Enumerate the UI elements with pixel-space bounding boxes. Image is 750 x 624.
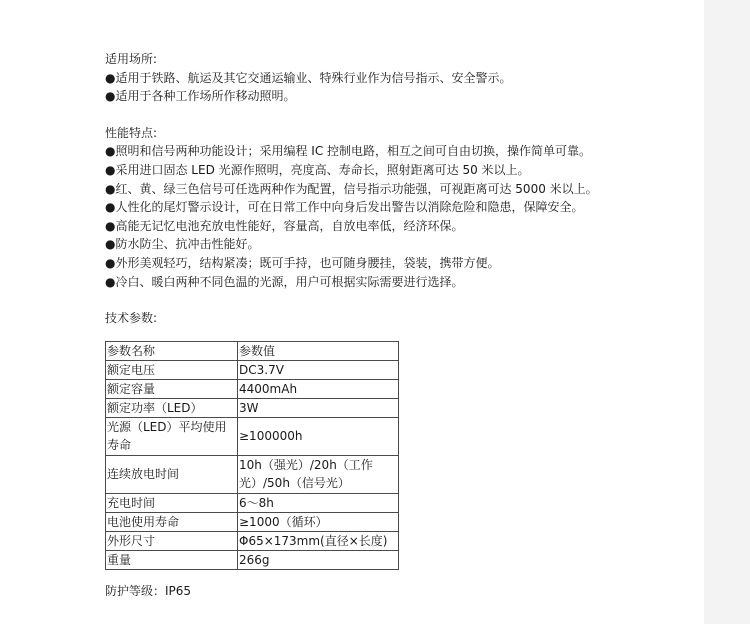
bullet-icon: ●	[105, 70, 116, 85]
list-item	[105, 254, 665, 273]
bullet-icon: ●	[105, 237, 116, 252]
protection-rating: 防护等级：IP65	[105, 583, 192, 598]
table-cell: 连续放电时间	[106, 455, 238, 493]
list-item-text: 采用进口固态 LED 光源作照明，亮度高、寿命长，照射距离可达 50 米以上。	[115, 162, 530, 177]
bullet-icon: ●	[105, 274, 116, 289]
table-header-cell: 参数值	[238, 341, 399, 360]
bullet-icon: ●	[105, 162, 116, 177]
page-side-gutter	[704, 0, 750, 624]
table-cell: 266g	[238, 550, 399, 569]
list-item	[105, 142, 665, 161]
list-item	[105, 273, 665, 292]
list-item	[105, 161, 665, 180]
table-cell: 外形尺寸	[106, 531, 238, 550]
table-cell: ≥1000（循环）	[238, 512, 399, 531]
list-item-text: 人性化的尾灯警示设计，可在日常工作中向身后发出警告以消除危险和隐患，保障安全。	[115, 200, 584, 215]
list-item-text: 高能无记忆电池充放电性能好，容量高，自放电率低，经济环保。	[115, 218, 464, 233]
table-cell: 额定容量	[106, 379, 238, 398]
bullet-icon: ●	[105, 181, 116, 196]
list-item-text: 防水防尘、抗冲击性能好。	[115, 237, 260, 252]
table-row	[106, 550, 399, 569]
table-cell: 6～8h	[238, 493, 399, 512]
table-cell: 额定功率（LED）	[106, 398, 238, 417]
list-item	[105, 69, 665, 88]
table-row	[106, 417, 399, 455]
features-heading: 性能特点:	[105, 125, 158, 140]
table-header-row	[106, 341, 399, 360]
list-item-text: 适用于各种工作场所作移动照明。	[115, 89, 296, 104]
table-cell: 3W	[238, 398, 399, 417]
list-item	[105, 180, 665, 199]
bullet-icon: ●	[105, 218, 116, 233]
bullet-icon: ●	[105, 89, 116, 104]
table-cell: 4400mAh	[238, 379, 399, 398]
product-description	[105, 50, 665, 600]
table-row	[106, 455, 399, 493]
table-row	[106, 512, 399, 531]
table-row	[106, 493, 399, 512]
bullet-icon: ●	[105, 144, 116, 159]
table-cell: Φ65×173mm(直径×长度)	[238, 531, 399, 550]
table-cell: 额定电压	[106, 360, 238, 379]
bullet-icon: ●	[105, 200, 116, 215]
table-cell: 光源（LED）平均使用寿命	[106, 417, 238, 455]
table-row	[106, 360, 399, 379]
table-cell: ≥100000h	[238, 417, 399, 455]
list-item-text: 红、黄、绿三色信号可任选两种作为配置，信号指示功能强，可视距离可达 5000 米以上。	[115, 181, 598, 196]
table-cell: 重量	[106, 550, 238, 569]
list-item-text: 外形美观轻巧，结构紧凑；既可手持，也可随身腰挂，袋装，携带方便。	[115, 255, 500, 270]
list-item-text: 冷白、暖白两种不同色温的光源，用户可根据实际需要进行选择。	[115, 274, 464, 289]
applications-heading: 适用场所:	[105, 52, 158, 66]
table-cell: 电池使用寿命	[106, 512, 238, 531]
table-cell: 充电时间	[106, 493, 238, 512]
table-cell: DC3.7V	[238, 360, 399, 379]
table-cell: 10h（强光）/20h（工作光）/50h（信号光）	[238, 455, 399, 493]
table-row	[106, 531, 399, 550]
spec-table	[105, 341, 399, 570]
table-row	[106, 379, 399, 398]
table-row	[106, 398, 399, 417]
bullet-icon: ●	[105, 255, 116, 270]
list-item	[105, 87, 665, 106]
list-item-text: 适用于铁路、航运及其它交通运输业、特殊行业作为信号指示、安全警示。	[115, 70, 512, 85]
specs-heading: 技术参数:	[105, 311, 158, 326]
table-header-cell: 参数名称	[106, 341, 238, 360]
list-item-text: 照明和信号两种功能设计；采用编程 IC 控制电路，相互之间可自由切换，操作简单可靠。	[115, 144, 592, 159]
list-item	[105, 235, 665, 254]
list-item	[105, 217, 665, 236]
list-item	[105, 198, 665, 217]
